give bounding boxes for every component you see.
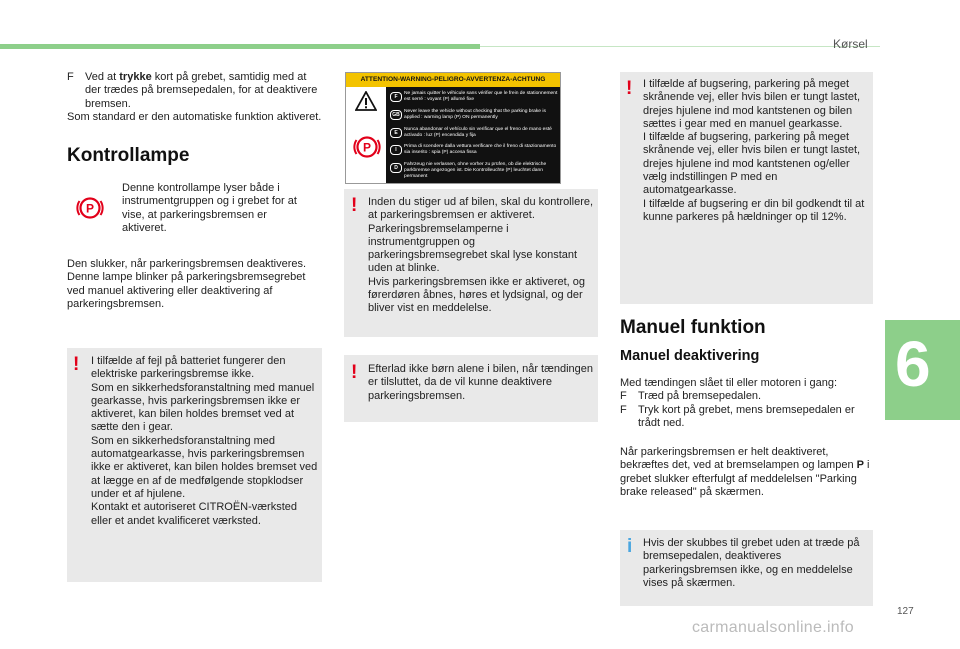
step-text: Træd på bremsepedalen. (638, 390, 762, 403)
bullet-marker: F (67, 71, 74, 83)
battery-warning-box (67, 348, 322, 582)
header-accent-bar (0, 44, 480, 49)
sticker-symbols (346, 87, 386, 183)
sticker-text: Nunca abandonar el vehículo sin verificar que el freno de mano esté activado : luz (P) encendida y fija (404, 127, 552, 138)
warning-mark: ! (73, 354, 80, 375)
warning-mark: ! (626, 78, 633, 99)
intro-bullet (67, 71, 325, 111)
lang-badge: GB (390, 110, 402, 120)
section-title: Kørsel (833, 37, 868, 51)
intro-block (67, 71, 325, 124)
parking-brake-lamp-icon (75, 193, 105, 223)
leaving-car-warning-text: Inden du stiger ud af bilen, skal du kontrollere, at parkeringsbremsen er aktiveret. Parkeringsbremselamperne i instrumentgruppen og parkeringsbremsegrebet skal lyse konstant uden at blinke. Hvis parkeringsbremsen ikke er aktiveret, og førerdøren åbnes, høres et lydsignal, og der bliver vist en meddelelse. (368, 196, 594, 315)
lang-badge: E (390, 128, 402, 138)
sticker-row-f (390, 91, 558, 105)
towing-warning-box (620, 72, 873, 304)
header-divider (480, 46, 880, 47)
sticker-header: ATTENTION-WARNING-PELIGRO-AVVERTENZA-ACHTUNG (346, 73, 560, 87)
svg-text:P: P (362, 140, 372, 155)
sticker-text: Never leave the vehicle without checking that the parking brake is applied : warning lamp (P) ON permanently (404, 109, 546, 120)
lamp-paragraph: Den slukker, når parkeringsbremsen deaktiveres. Denne lampe blinker på parkeringsbremsegrebet ved manuel aktivering eller deaktivering af parkeringsbremsen. (67, 258, 307, 310)
children-warning-box (344, 355, 598, 422)
warning-mark: ! (351, 195, 358, 216)
sticker-text: Prima di scendere dalla vettura verificare che il freno di stazionamento sia inserito : spia (P) accesa fissa (404, 144, 557, 155)
lamp-description: Denne kontrollampe lyser både i instrumentgruppen og i grebet for at vise, at parkeringsbremsen er aktiveret. (122, 182, 297, 234)
info-mark: i (627, 536, 633, 557)
caution-triangle-icon (355, 91, 377, 111)
warning-mark: ! (351, 362, 358, 383)
bullet-marker: F (620, 403, 627, 416)
intro-line: Som standard er den automatiske funktion aktiveret. (67, 110, 322, 123)
info-text: Hvis der skubbes til grebet uden at træde på bremsepedalen, deaktiveres parkeringsbremsen ikke, og en meddelelse vises på skærmen. (643, 537, 860, 589)
children-warning-text: Efterlad ikke børn alene i bilen, når tændingen er tilsluttet, da de vil kunne deaktivere parkeringsbremsen. (368, 363, 594, 402)
towing-warning-text: I tilfælde af bugsering, parkering på meget skrånende vej, eller hvis bilen er tungt lastet, drejes hjulene ind mod kantstenen og bilen sættes i gear med en manuel gearkasse. I tilfælde af bugsering, parkering på meget skrånende vej, eller hvis bilen er tungt lastet, drejes hjulene ind mod kantstenen og/eller vælg indstillingen P med en automatgearkasse. I tilfælde af bugsering er din bil godkendt til at kunne parkeres på hældninger op til 12%. (643, 78, 865, 223)
warning-sticker (345, 72, 561, 184)
step-item (620, 390, 875, 403)
page-number: 127 (897, 606, 914, 617)
info-box (620, 530, 873, 606)
steps-intro: Med tændingen slået til eller motoren i gang: (620, 377, 838, 389)
chapter-number: 6 (895, 328, 931, 400)
sticker-row-d (390, 162, 558, 179)
subheading-manuel-deaktivering: Manuel deaktivering (620, 348, 760, 364)
sticker-parking-icon (352, 132, 382, 162)
sticker-text: Fahrzeug nie verlassen, ohne vorher zu prüfen, ob die elektrische parkbremse angezogen ist. Die Kontrolleuchte (P) leuchtet dann permanent (404, 162, 547, 179)
lang-badge: D (390, 163, 402, 173)
lang-badge: I (390, 145, 402, 155)
leaving-car-warning-box (344, 189, 598, 337)
svg-text:P: P (85, 201, 95, 216)
intro-bullet-text: Ved at trykke kort på grebet, samtidig med at der trædes på bremsepedalen, for at deaktivere bremsen. (85, 71, 318, 110)
manual-steps (620, 377, 875, 430)
heading-manuel-funktion: Manuel funktion (620, 317, 766, 338)
bullet-marker: F (620, 390, 627, 403)
sticker-row-i (390, 144, 558, 158)
sticker-row-e (390, 127, 558, 141)
sticker-row-gb (390, 109, 558, 123)
sticker-text: Ne jamais quitter le véhicule sans vérifier que le frein de stationnement est serré : voyant (P) allumé fixe (404, 91, 558, 102)
battery-warning-text: I tilfælde af fejl på batteriet fungerer den elektriske parkeringsbremse ikke. Som en sikkerhedsforanstaltning med manuel gearkasse, hvis parkeringsbremsen ikke er aktiveret, kan bilen holdes bremset ved at sætte den i gear. Som en sikkerhedsforanstaltning med automatgearkasse, hvis parkeringsbremsen ikke er aktiveret, kan bilen holdes bremset ved at lægge en af de medfølgende stopklodser under et af hjulene. Kontakt et autoriseret CITROËN-værksted eller et andet kvalificeret værksted. (91, 355, 318, 527)
step-item (620, 404, 875, 431)
step-text: Tryk kort på grebet, mens bremsepedalen er trådt ned. (638, 403, 855, 429)
heading-kontrollampe: Kontrollampe (67, 145, 190, 166)
lang-badge: F (390, 92, 402, 102)
deactivation-paragraph: Når parkeringsbremsen er helt deaktiveret, bekræftes det, ved at bremselampen og lampen P i grebet slukker efterfulgt af meddelelsen "Parking brake released" på skærmen. (620, 446, 870, 498)
watermark: carmanualsonline.info (692, 619, 854, 636)
